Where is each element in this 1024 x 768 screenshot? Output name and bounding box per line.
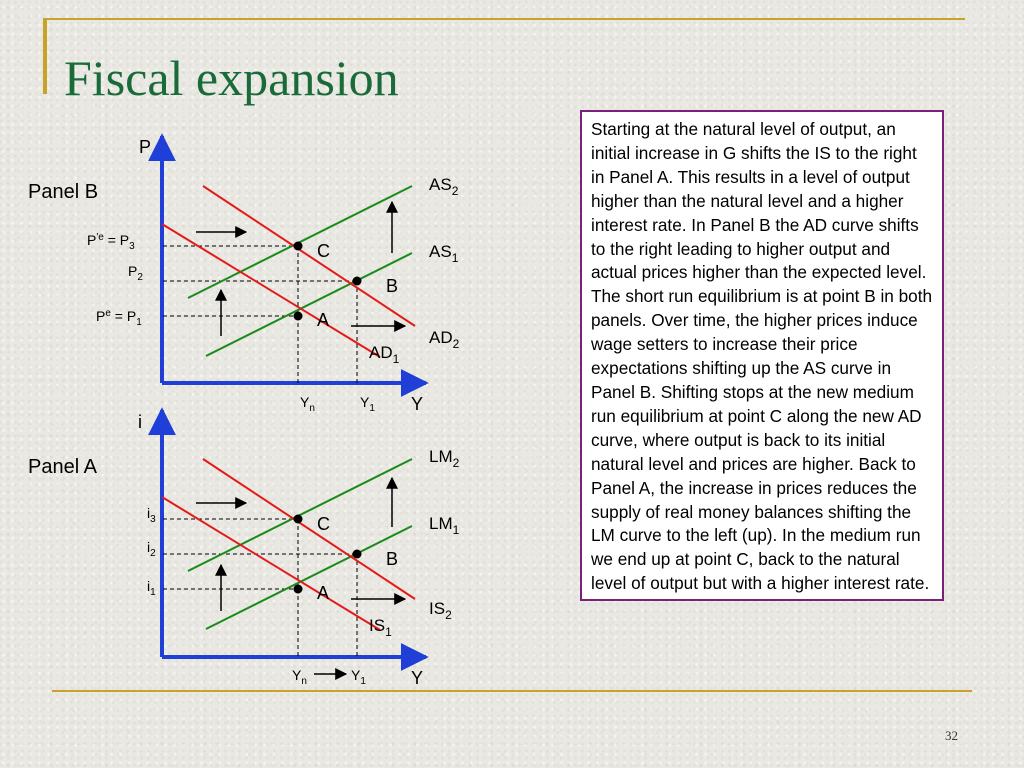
panel-b-tick-yn: $Y_n$ — [300, 394, 315, 414]
panel-a-point-b-dot — [353, 550, 362, 559]
panel-b-tick-p1: $P^e = P_1$ — [96, 308, 142, 328]
panel-b-y-axis-label: P — [139, 137, 152, 157]
panel-a-tick-y1: $Y_1$ — [351, 667, 366, 687]
panel-b — [28, 136, 460, 414]
panel-a-point-c-label: C — [317, 514, 330, 534]
panel-b-point-a-dot — [294, 312, 303, 321]
panel-a — [28, 410, 460, 688]
as2-label: $AS_2$ — [429, 175, 459, 198]
panel-b-tick-p2: $P_2$ — [128, 263, 143, 283]
panel-a-tick-yn: $Y_n$ — [292, 667, 307, 687]
panel-b-x-axis-label: Y — [411, 394, 424, 414]
is2-label: $IS_2$ — [429, 599, 452, 622]
ad2-label: $AD_2$ — [429, 328, 460, 351]
explanation-box: Starting at the natural level of output, an initial increase in G shifts the IS to the right in Panel A. This results in a level of output higher than the natural level and a higher interest rate. In Panel B the AD curve shifts to the right leading to higher output and actual prices higher than the expected level. The short run equilibrium is at point B in both panels. Over time, the higher prices induce wage setters to increase their price expectations shifting up the AS curve in Panel B. Shifting stops at the new medium run equilibrium at point C along the new AD curve, where output is back to its initial natural level and prices are higher. Back to Panel A, the increase in prices reduces the supply of real money balances shifting the LM curve to the left (up). In the medium run we end up at point C, back to the natural level of output but with a higher interest rate. — [580, 110, 944, 601]
panel-a-point-b-label: B — [386, 549, 399, 569]
panel-a-tick-i1: $i_1$ — [147, 578, 156, 598]
panel-a-tick-i3: $i_3$ — [147, 505, 156, 525]
footer-accent-line — [52, 690, 972, 692]
page-number: 32 — [945, 728, 958, 743]
lm1-label: $LM_1$ — [429, 514, 460, 537]
is1-label: $IS_1$ — [369, 616, 392, 639]
panel-a-point-c-dot — [294, 515, 303, 524]
panel-b-tick-y1: $Y_1$ — [360, 394, 375, 414]
ad1-label: $AD_1$ — [369, 343, 400, 366]
panel-b-point-b-label: B — [386, 276, 399, 296]
slide-title: Fiscal expansion — [64, 50, 399, 106]
panel-b-tick-p3: $P^{'e} = P_3$ — [87, 232, 135, 252]
panel-a-point-a-dot — [294, 585, 303, 594]
panel-a-tick-i2: $i_2$ — [147, 539, 156, 559]
lm2-label: $LM_2$ — [429, 447, 460, 470]
is1-curve — [162, 497, 380, 630]
ad1-curve — [162, 224, 380, 357]
panel-b-label: Panel B — [28, 181, 99, 203]
panel-b-point-c-dot — [294, 242, 303, 251]
panel-b-point-b-dot — [353, 277, 362, 286]
panel-a-label: Panel A — [28, 456, 97, 478]
as1-label: $AS_1$ — [429, 242, 459, 265]
panel-b-point-c-label: C — [317, 241, 330, 261]
panel-a-point-a-label: A — [317, 583, 330, 603]
panel-b-point-a-label: A — [317, 310, 330, 330]
panel-a-y-axis-label: i — [138, 412, 142, 432]
panel-a-x-axis-label: Y — [411, 668, 424, 688]
